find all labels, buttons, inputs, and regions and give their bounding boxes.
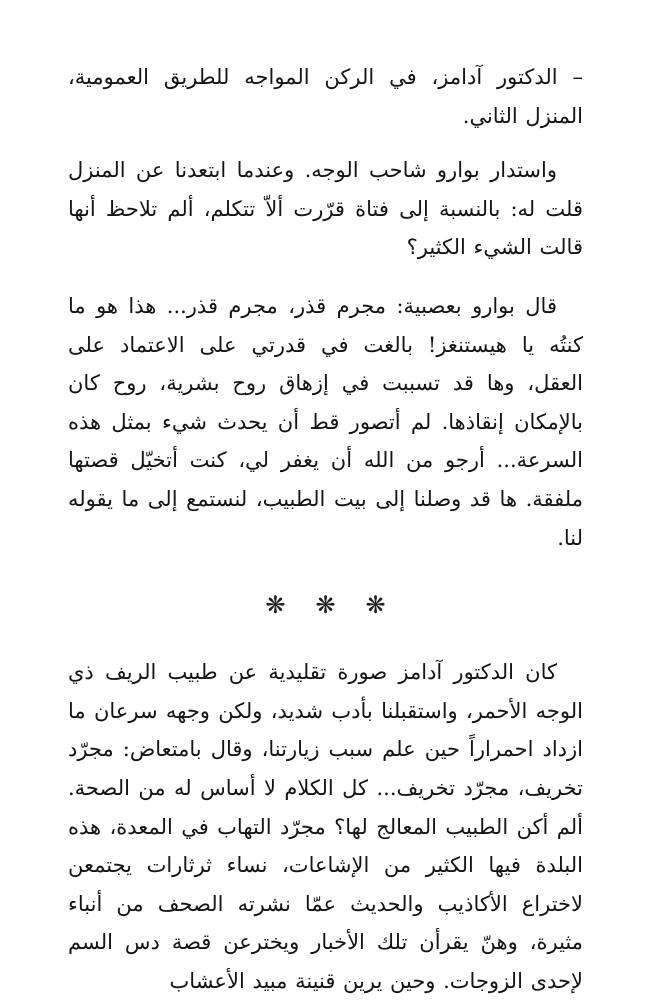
- asterism-mark: ❋: [265, 591, 286, 620]
- paragraph-poirot-turns: واستدار بوارو شاحب الوجه. وعندما ابتعدنا عن المنزل قلت له: بالنسبة إلى فتاة قرّرت ألاّ تتكلم، ألم تلاحظ أنها قالت الشيء الكثير؟: [68, 158, 583, 260]
- asterism-mark: ❋: [315, 591, 336, 620]
- paragraph-dr-adams-visit: كان الدكتور آدامز صورة تقليدية عن طبيب الريف ذي الوجه الأحمر، واستقبلنا بأدب شديد، ولكن وجهه سرعان ما ازداد احمراراً حين علم سبب زيارتنا، وقال بامتعاض: مجرّد تخريف، مجرّد تخريف... كل الكلام لا أساس له من الصحة. ألم أكن الطبيب المعالج لها؟ مجرّد التهاب في المعدة، هذه البلدة فيها الكثير من الإشاعات، نساء ثرثارات يجتمعن لاختراع الأكاذيب والحديث عمّا نشرته الصحف من أنباء مثيرة، وهنّ يقرأن تلك الأخبار ويخترعن قصة دس السم لإحدى الزوجات. وحين يرين قنينة مبيد الأعشاب: [68, 660, 583, 993]
- asterism-mark: ❋: [365, 591, 386, 620]
- paragraph-poirot-angry: قال بوارو بعصبية: مجرم قذر، مجرم قذر... هذا هو ما كنتُه يا هيستنغز! بالغت في قدرتي على الاعتماد على العقل، وها قد تسببت في إزهاق روح بشرية، روح كان بالإمكان إنقاذها. لم أتصور قط أن يحدث شيء بمثل هذه السرعة... أرجو من الله أن يغفر لي، كنت أتخيّل قصتها ملفقة. ها قد وصلنا إلى بيت الطبيب، لنستمع إلى ما يقوله لنا.: [68, 293, 583, 550]
- paragraph-dr-adams-address: – الدكتور آدامز، في الركن المواجه للطريق العمومية، المنزل الثاني.: [68, 65, 583, 128]
- section-separator: [68, 591, 583, 619]
